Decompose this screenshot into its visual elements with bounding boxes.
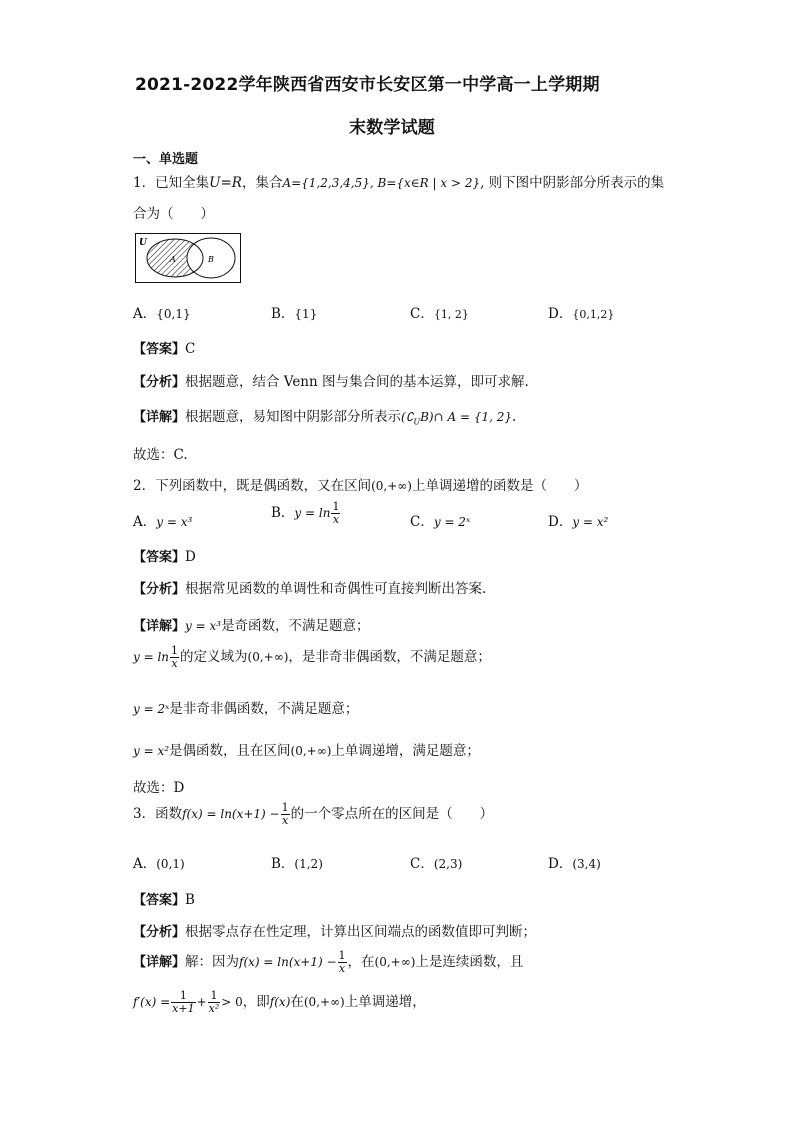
- q2-stem: 2．下列函数中，既是偶函数，又在区间(0,+∞)上单调递增的函数是（ ）: [133, 478, 588, 494]
- q1-stem-line1: 1．已知全集U=R，集合A={1,2,3,4,5}, B={x∈R | x > 2}, 则下图中阴影部分所表示的集: [133, 175, 665, 191]
- q1-answer: 【答案】C: [133, 341, 196, 357]
- venn-label-a: A: [170, 255, 176, 264]
- q3-option-c: C．(2,3): [410, 856, 463, 872]
- q2-answer: 【答案】D: [133, 549, 196, 565]
- venn-label-b: B: [208, 255, 214, 264]
- q2-option-c: C．y = 2ˣ: [410, 514, 471, 530]
- q1-option-c: C．{1, 2}: [410, 306, 469, 322]
- q3-option-b: B．(1,2): [271, 856, 323, 872]
- q2-detail-4: y = x²是偶函数，且在区间(0,+∞)上单调递增，满足题意；: [133, 743, 480, 759]
- q1-option-d: D．{0,1,2}: [548, 306, 615, 322]
- q2-option-a: A．y = x³: [133, 514, 193, 530]
- q3-detail-2: f′(x) = $\frac{1}{x+1}$ + $\frac{1}{\text{x²}}$ > 0，即f(x)在(0,+∞)上单调递增，: [133, 989, 426, 1015]
- q1-stem-line2: 合为（ ）: [133, 206, 214, 222]
- q3-option-a: A．(0,1): [133, 856, 185, 872]
- q3-answer: 【答案】B: [133, 892, 195, 908]
- q3-option-d: D．(3,4): [548, 856, 601, 872]
- q2-detail-2: y = ln $\frac{1}{x}$ 的定义域为(0,+∞)，是非奇非偶函数，不满足题意；: [133, 644, 491, 670]
- q3-analysis: 【分析】根据零点存在性定理，计算出区间端点的函数值即可判断；: [133, 924, 537, 940]
- q3-detail-1: 【详解】解：因为f(x) = ln(x+1) − $\frac{1}{x}$ ，在(0,+∞)上是连续函数，且: [133, 949, 524, 975]
- q2-option-d: D．y = x²: [548, 514, 609, 530]
- q2-option-b: B．y = ln $\frac{1}{x}$: [271, 500, 340, 526]
- q1-analysis: 【分析】根据题意，结合 Venn 图与集合间的基本运算，即可求解.: [133, 374, 529, 390]
- page-title-line1: 2021-2022学年陕西省西安市长安区第一中学高一上学期期: [135, 75, 600, 95]
- q1-choose: 故选：C.: [133, 447, 188, 463]
- q1-option-b: B．{1}: [271, 306, 318, 322]
- venn-label-u: U: [139, 238, 147, 248]
- q2-choose: 故选：D: [133, 780, 185, 796]
- q1-option-a: A．{0,1}: [133, 306, 191, 322]
- q1-detail: 【详解】根据题意，易知图中阴影部分所表示$(∁_UB)\cap$ A = {1, 2}.: [133, 409, 517, 427]
- venn-diagram: [135, 233, 241, 283]
- page-title-line2: 末数学试题: [349, 118, 435, 138]
- section-heading: 一、单选题: [133, 152, 199, 167]
- q2-detail-3: y = 2ˣ是非奇非偶函数，不满足题意；: [133, 701, 359, 717]
- q3-stem: 3．函数f(x) = ln(x+1) − $\frac{1}{x}$ 的一个零点所在的区间是（ ）: [133, 801, 494, 827]
- q2-detail-1: 【详解】y = x³是奇函数，不满足题意；: [133, 618, 370, 634]
- q2-analysis: 【分析】根据常见函数的单调性和奇偶性可直接判断出答案.: [133, 581, 487, 597]
